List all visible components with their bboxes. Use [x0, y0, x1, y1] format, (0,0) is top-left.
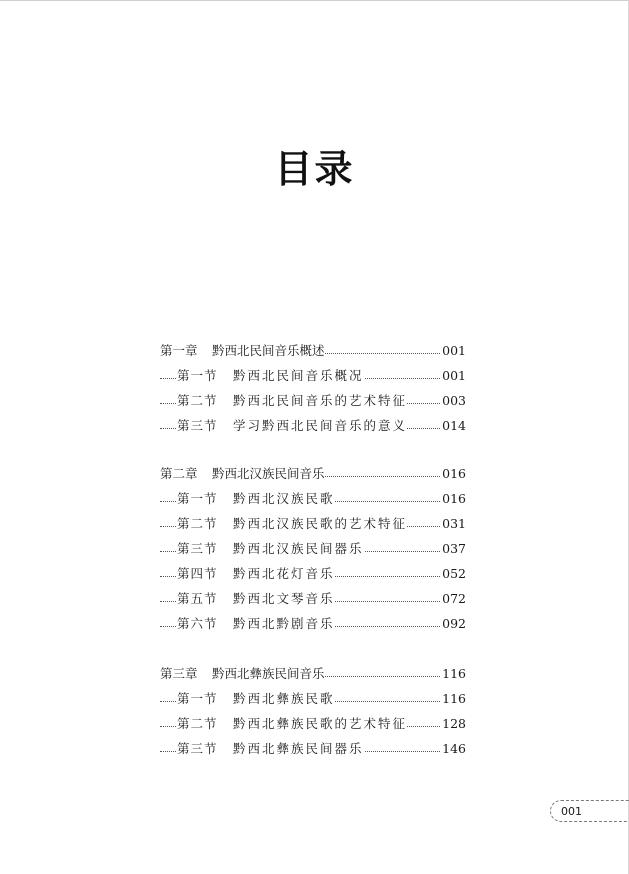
section-title: 黔西北花灯音乐	[233, 566, 335, 581]
section-page: 037	[440, 536, 466, 561]
section-label: 第二节	[177, 516, 218, 531]
section-page: 003	[440, 388, 466, 413]
section-page: 014	[440, 413, 466, 438]
section-page: 092	[440, 611, 466, 636]
section-title: 黔西北彝族民歌的艺术特征	[233, 716, 408, 731]
page-number: 001	[550, 800, 629, 822]
toc-chapter-entry[interactable]	[160, 461, 466, 486]
toc-section-entry[interactable]	[160, 363, 466, 388]
section-page: 031	[440, 511, 466, 536]
chapter-title: 黔西北彝族民间音乐	[212, 666, 325, 681]
section-page: 128	[440, 711, 466, 736]
chapter-label: 第三章	[160, 666, 198, 681]
section-title: 黔西北彝族民间器乐	[233, 741, 364, 756]
section-page: 146	[440, 736, 466, 761]
section-label: 第三节	[177, 418, 218, 433]
toc-chapter-entry[interactable]	[160, 338, 466, 363]
section-page: 116	[440, 686, 466, 711]
toc-chapter-3	[160, 661, 466, 761]
section-title: 黔西北汉族民歌	[233, 491, 335, 506]
toc-section-entry[interactable]	[160, 561, 466, 586]
section-title: 黔西北彝族民歌	[233, 691, 335, 706]
page-top-border	[0, 0, 628, 1]
section-title: 黔西北民间音乐概况	[233, 368, 364, 383]
toc-chapter-1	[160, 338, 466, 438]
toc-section-entry[interactable]	[160, 736, 466, 761]
toc-chapter-2	[160, 461, 466, 636]
chapter-page: 016	[440, 461, 466, 486]
section-page: 052	[440, 561, 466, 586]
section-title: 黔西北民间音乐的艺术特征	[233, 393, 408, 408]
chapter-title: 黔西北民间音乐概述	[212, 343, 325, 358]
toc-section-entry[interactable]	[160, 686, 466, 711]
section-label: 第五节	[177, 591, 218, 606]
toc-section-entry[interactable]	[160, 711, 466, 736]
section-label: 第一节	[177, 491, 218, 506]
section-title: 黔西北黔剧音乐	[233, 616, 335, 631]
section-label: 第二节	[177, 716, 218, 731]
toc-section-entry[interactable]	[160, 586, 466, 611]
toc-section-entry[interactable]	[160, 486, 466, 511]
section-label: 第四节	[177, 566, 218, 581]
toc-section-entry[interactable]	[160, 413, 466, 438]
toc-chapter-entry[interactable]	[160, 661, 466, 686]
page-title: 目录	[274, 146, 355, 191]
section-title: 黔西北文琴音乐	[233, 591, 335, 606]
section-label: 第六节	[177, 616, 218, 631]
toc-section-entry[interactable]	[160, 611, 466, 636]
section-title: 学习黔西北民间音乐的意义	[233, 418, 408, 433]
chapter-title: 黔西北汉族民间音乐	[212, 466, 325, 481]
section-title: 黔西北汉族民歌的艺术特征	[233, 516, 408, 531]
section-title: 黔西北汉族民间器乐	[233, 541, 364, 556]
chapter-page: 001	[440, 338, 466, 363]
toc-section-entry[interactable]	[160, 388, 466, 413]
chapter-page: 116	[440, 661, 466, 686]
section-label: 第三节	[177, 541, 218, 556]
section-label: 第一节	[177, 691, 218, 706]
section-page: 001	[440, 363, 466, 388]
section-page: 072	[440, 586, 466, 611]
section-page: 016	[440, 486, 466, 511]
section-label: 第三节	[177, 741, 218, 756]
chapter-label: 第二章	[160, 466, 198, 481]
section-label: 第二节	[177, 393, 218, 408]
toc-section-entry[interactable]	[160, 536, 466, 561]
toc-section-entry[interactable]	[160, 511, 466, 536]
chapter-label: 第一章	[160, 343, 198, 358]
section-label: 第一节	[177, 368, 218, 383]
